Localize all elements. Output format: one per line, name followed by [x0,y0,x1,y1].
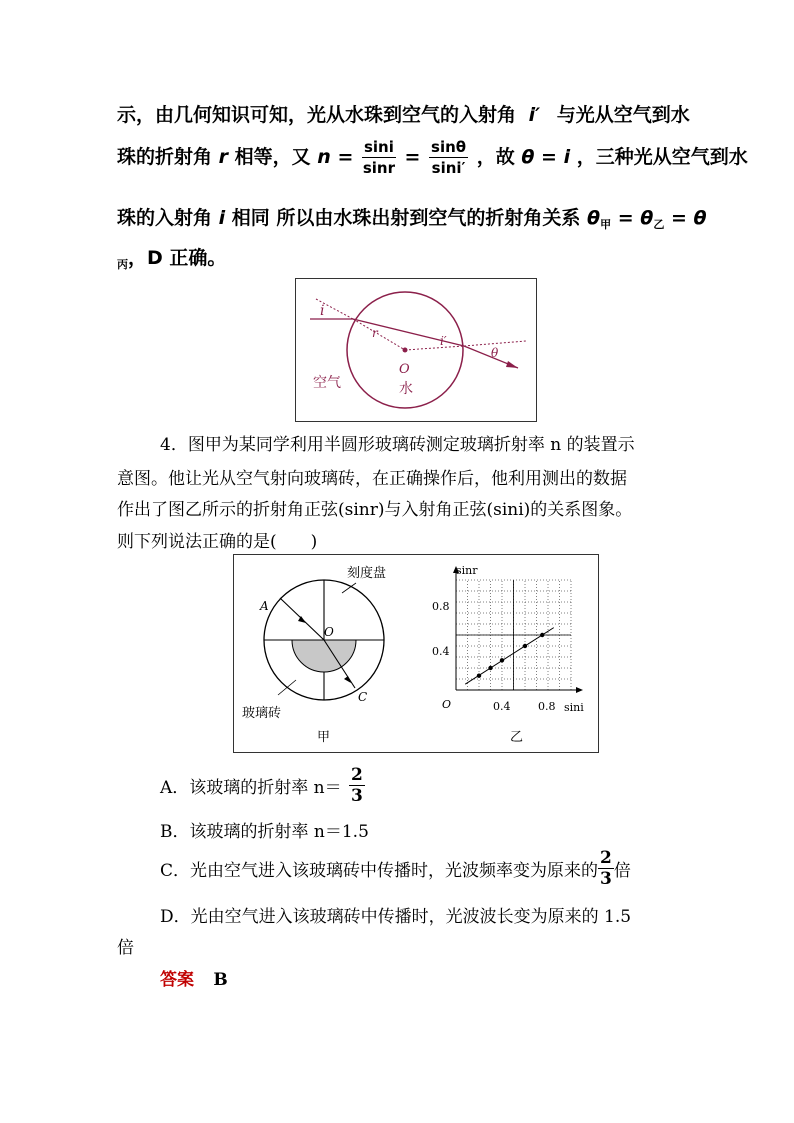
label-C: C [358,690,368,704]
question-line-4: 则下列说法正确的是( ) [117,532,318,552]
numerator: sinθ [431,138,467,156]
subscript-yi: 乙 [653,218,665,231]
apparatus-diagram [234,555,598,752]
label-r: r [372,326,378,340]
chart-area [453,566,583,693]
fraction-sini-sinr [362,137,396,178]
center-point [403,348,408,353]
arrowhead-icon [506,361,518,368]
data-point [488,666,492,670]
fraction-2-3 [349,765,365,806]
option-D-line-2: 倍 [117,938,134,958]
origin-label: O [442,698,452,711]
text: ，故 [476,146,515,168]
y-tick-0.4: 0.4 [432,645,450,658]
subscript-jia: 甲 [600,218,612,231]
fraction-2-3 [598,848,614,889]
text: 珠的折射角 [117,146,213,168]
label-air: 空气 [313,375,341,391]
fraction-sintheta-sini-prime [429,137,468,178]
denominator: 3 [351,786,363,806]
explanation-line-1 [117,100,690,127]
symbol-theta: θ [693,207,707,229]
equation-theta-i: θ = i [521,146,571,168]
caption-left: 甲 [317,730,331,745]
numerator: sini [363,138,394,156]
text: 示，由几何知识可知，光从水珠到空气的入射角 [117,104,517,126]
question-line-3: 作出了图乙所示的折射角正弦(sinr)与入射角正弦(sini)的关系图象。 [117,500,633,520]
answer [160,965,228,990]
symbol-r: r [218,146,229,168]
label-i-prime: i′ [440,334,447,348]
x-tick-0.8: 0.8 [538,700,556,713]
incident-ray [353,319,464,346]
symbol-i-prime: i′ [528,104,541,126]
y-tick-0.8: 0.8 [432,600,450,613]
option-C [160,848,631,889]
figure-apparatus [233,554,599,753]
question-line-2: 意图。他让光从空气射向玻璃砖，在正确操作后，他利用测出的数据 [117,469,627,489]
data-point [477,674,481,678]
denominator: 3 [600,869,612,889]
radius-dashed-1 [353,319,405,350]
text: 珠的入射角 [117,207,213,229]
subscript-bing: 丙 [117,258,128,271]
data-point [500,658,504,662]
numerator: 2 [351,765,363,785]
droplet-diagram [296,279,536,421]
explanation-line-4 [117,243,226,272]
denominator: sinr [362,159,395,177]
text: ，三种光从空气到水 [576,146,748,168]
x-axis-arrow-icon [576,687,583,693]
equals: = [670,207,687,229]
x-tick-0.4: 0.4 [493,700,511,713]
data-point [523,644,527,648]
option-B: B．该玻璃的折射率 n＝1.5 [160,822,369,842]
option-A-text: A．该玻璃的折射率 n＝ [160,778,342,798]
radius-dashed-2 [405,346,464,350]
option-C-text: C．光由空气进入该玻璃砖中传播时，光波频率变为原来的 [160,861,599,881]
x-axis-label: sini [564,701,584,714]
symbol-n: n [317,146,331,168]
figure-droplet [295,278,537,422]
caption-right: 乙 [510,730,524,745]
dial-label: 刻度盘 [347,566,387,581]
label-O: O [399,362,410,377]
option-A [160,765,367,813]
option-D-line-1: D．光由空气进入该玻璃砖中传播时，光波波长变为原来的 1.5 [160,907,632,927]
y-axis-label: sinr [456,564,478,577]
equals: = [617,207,634,229]
label-O: O [324,625,334,639]
glass-brick [292,640,356,672]
label-i: i [320,303,325,319]
symbol-i: i [218,207,226,229]
symbol-theta: θ [640,207,654,229]
answer-value: B [213,970,228,990]
label-A: A [260,599,269,613]
symbol-theta: θ [587,207,601,229]
text: 相同 所以由水珠出射到空气的折射角关系 [231,207,581,229]
numerator: 2 [600,848,612,868]
text: 与光从空气到水 [556,104,690,126]
equals: = [337,146,354,168]
brick-label: 玻璃砖 [242,706,282,721]
text: ，D 正确。 [128,247,227,269]
data-point [540,633,544,637]
question-line-1: 4．图甲为某同学利用半圆形玻璃砖测定玻璃折射率 n 的装置示 [160,435,635,455]
option-C-suffix: 倍 [613,861,631,881]
denominator: sini′ [431,159,466,177]
text: 相等，又 [234,146,311,168]
explanation-line-2 [117,137,748,178]
explanation-line-3 [117,203,707,232]
label-theta: θ [491,346,499,360]
label-water: 水 [399,381,413,397]
equals: = [404,146,421,168]
answer-label: 答案 [160,970,194,990]
